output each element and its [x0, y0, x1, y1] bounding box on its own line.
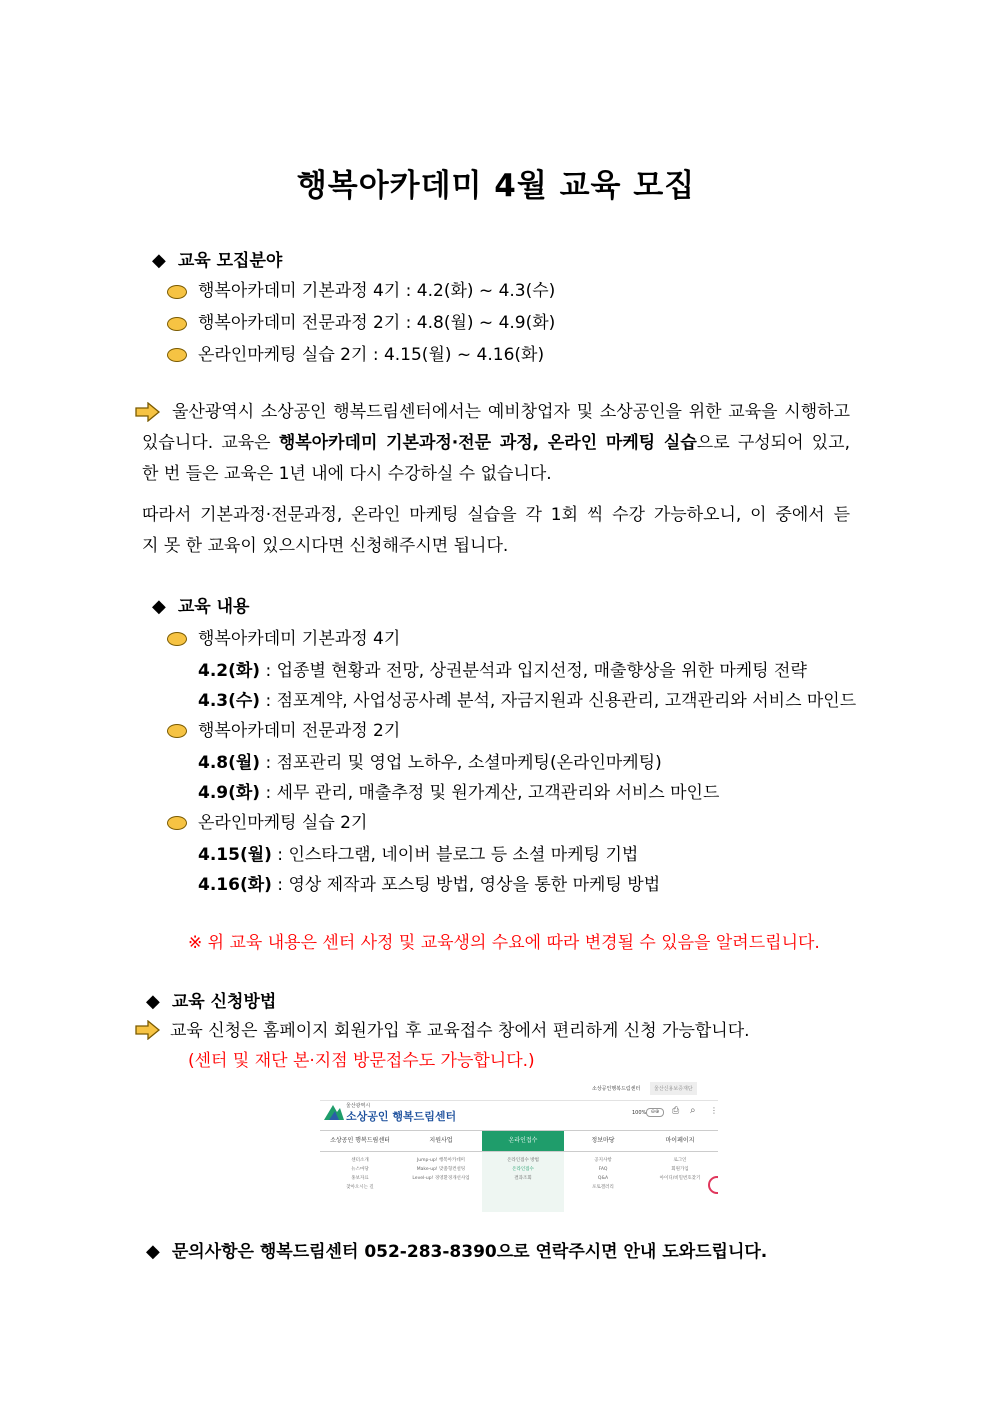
intro-line-3: 한 번 들은 교육은 1년 내에 다시 수강하실 수 없습니다.: [142, 464, 552, 484]
apply-line-1: 교육 신청은 홈페이지 회원가입 후 교육접수 창에서 편리하게 신청 가능합니다.: [170, 1021, 750, 1041]
oval-bullet-icon: [167, 632, 187, 646]
recruit-item: 행복아카데미 기본과정 4기 : 4.2(화) ~ 4.3(수): [198, 281, 556, 301]
website-submenu-active: 온라인접수 방법 온라인접수 결과조회: [482, 1152, 564, 1212]
course-session: 4.16(화) : 영상 제작과 포스팅 방법, 영상을 통한 마케팅 방법: [198, 875, 661, 895]
diamond-bullet-icon: ◆: [152, 250, 166, 271]
diamond-bullet-icon: ◆: [146, 991, 160, 1012]
apply-line-2: (센터 및 재단 본·지점 방문접수도 가능합니다.): [188, 1051, 535, 1071]
diamond-bullet-icon: ◆: [146, 1241, 160, 1262]
zoom-control-icon[interactable]: ⊖⊕: [646, 1108, 664, 1117]
intro-line-5: 지 못 한 교육이 있으시다면 신청해주시면 됩니다.: [142, 536, 509, 556]
intro-emphasis: 행복아카데미 기본과정·전문 과정, 온라인 마케팅 실습: [278, 433, 697, 453]
website-tab: 울산신용보증재단: [650, 1082, 697, 1095]
oval-bullet-icon: [167, 348, 187, 362]
oval-bullet-icon: [167, 816, 187, 830]
recruit-item: 행복아카데미 전문과정 2기 : 4.8(월) ~ 4.9(화): [198, 313, 556, 333]
course-session: 4.3(수) : 점포계약, 사업성공사례 분석, 자금지원과 신용관리, 고객관리와 서비스 마인드: [198, 691, 857, 711]
contact-line: ◆ 문의사항은 행복드림센터 052-283-8390으로 연락주시면 안내 도와드립니다.: [146, 1241, 768, 1262]
website-zoom: 100%: [632, 1110, 647, 1116]
section-apply-heading: ◆ 교육 신청방법: [146, 991, 277, 1012]
section-content-heading: ◆ 교육 내용: [152, 596, 250, 617]
diamond-bullet-icon: ◆: [152, 596, 166, 617]
website-submenu: 센터소개 뉴스마당 홍보자료 찾아오시는 길: [346, 1158, 374, 1190]
website-screenshot: [320, 1078, 718, 1212]
intro-line-2: 있습니다. 교육은 행복아카데미 기본과정·전문 과정, 온라인 마케팅 실습으로 구성되어 있고,: [142, 433, 851, 453]
course-session: 4.9(화) : 세무 관리, 매출추정 및 원가계산, 고객관리와 서비스 마인드: [198, 783, 720, 803]
section-recruit-heading: ◆ 교육 모집분야: [152, 250, 283, 271]
menu-icon[interactable]: ⋮: [710, 1106, 718, 1115]
oval-bullet-icon: [167, 317, 187, 331]
print-icon[interactable]: ⎙: [672, 1106, 680, 1116]
arrow-right-icon: [135, 1020, 161, 1040]
course-name: 행복아카데미 기본과정 4기: [198, 629, 401, 649]
course-session: 4.15(월) : 인스타그램, 네이버 블로그 등 소셜 마케팅 기법: [198, 845, 639, 865]
oval-bullet-icon: [167, 285, 187, 299]
oval-bullet-icon: [167, 724, 187, 738]
page-title: 행복아카데미 4월 교육 모집: [296, 168, 696, 204]
intro-line-1: 울산광역시 소상공인 행복드림센터에서는 예비창업자 및 소상공인을 위한 교육을 시행하고: [172, 402, 850, 422]
website-tabbar: [320, 1078, 718, 1101]
website-nav-item[interactable]: 마이페이지: [665, 1137, 695, 1144]
website-logo-small: 울산광역시: [346, 1103, 371, 1109]
website-nav-item[interactable]: 소상공인 행복드림센터: [330, 1137, 390, 1144]
website-logo-icon: [323, 1102, 345, 1122]
website-nav-item[interactable]: 정보마당: [591, 1137, 615, 1144]
website-nav: [320, 1130, 718, 1152]
course-session: 4.2(화) : 업종별 현황과 전망, 상권분석과 입지선정, 매출향상을 위한 마케팅 전략: [198, 661, 807, 681]
arrow-right-icon: [135, 402, 161, 422]
website-submenu: 로그인 회원가입 아이디/비밀번호찾기: [659, 1158, 701, 1181]
website-nav-item[interactable]: 지원사업: [429, 1137, 453, 1144]
intro-line-4: 따라서 기본과정·전문과정, 온라인 마케팅 실습을 각 1회 씩 수강 가능하오니, 이 중에서 듣: [142, 505, 850, 525]
website-submenu: 공지사항 FAQ Q&A 포토갤러리: [592, 1158, 614, 1190]
search-icon[interactable]: ⌕: [690, 1105, 696, 1116]
website-logo-main: 소상공인 행복드림센터: [346, 1110, 457, 1123]
recruit-item: 온라인마케팅 실습 2기 : 4.15(월) ~ 4.16(화): [198, 345, 545, 365]
course-name: 행복아카데미 전문과정 2기: [198, 721, 401, 741]
change-notice: ※ 위 교육 내용은 센터 사정 및 교육생의 수요에 따라 변경될 수 있음을 알려드립니다.: [188, 933, 820, 953]
course-name: 온라인마케팅 실습 2기: [198, 813, 368, 833]
website-submenu: Jump-up! 행복아카데미 Make-up! 맞춤형컨설팅 Level-up! 경영환경개선사업: [412, 1158, 470, 1181]
floating-badge-icon[interactable]: [708, 1176, 718, 1194]
course-session: 4.8(월) : 점포관리 및 영업 노하우, 소셜마케팅(온라인마케팅): [198, 753, 662, 773]
website-tab: 소상공인행복드림센터: [588, 1082, 644, 1095]
website-nav-item-active[interactable]: 온라인접수: [482, 1131, 564, 1151]
